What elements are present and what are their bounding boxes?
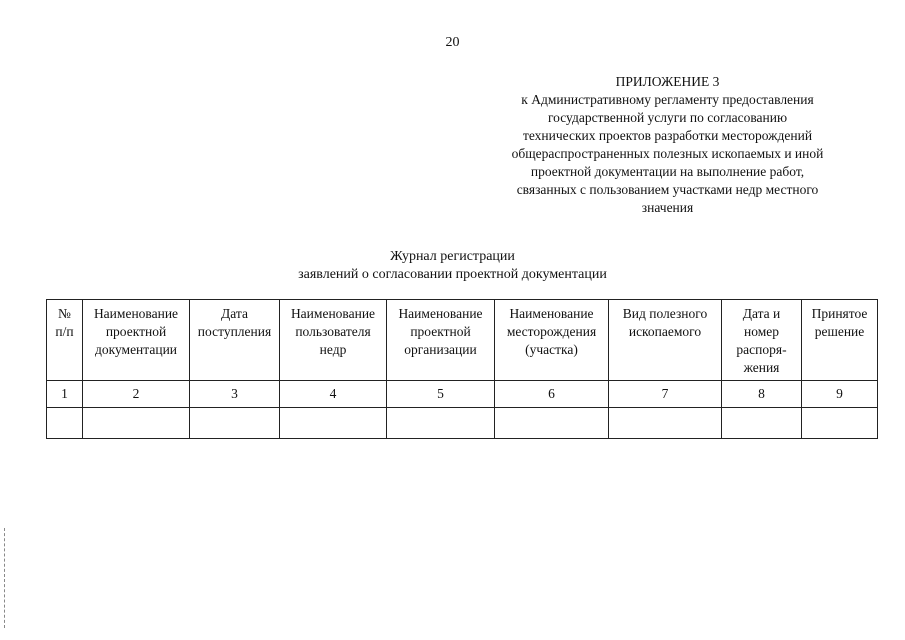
column-number-cell: 3: [190, 381, 280, 408]
appendix-title: ПРИЛОЖЕНИЕ 3: [615, 74, 720, 89]
table-row-column-numbers: [47, 381, 878, 408]
column-number-cell: 9: [802, 381, 878, 408]
empty-cell: [802, 408, 878, 439]
header-cell-receipt-date: Дата поступления: [190, 300, 280, 381]
empty-cell: [722, 408, 802, 439]
column-number-cell: 5: [387, 381, 495, 408]
column-number-cell: 1: [47, 381, 83, 408]
column-number-cell: 8: [722, 381, 802, 408]
registration-journal-table: [46, 299, 878, 439]
column-number-cell: 7: [609, 381, 722, 408]
table-row-empty: [47, 408, 878, 439]
header-cell-document-name: Наименование проектной документации: [83, 300, 190, 381]
appendix-header: [470, 73, 865, 217]
appendix-line: связанных с пользованием участками недр местного: [516, 182, 819, 197]
table-header-row: [47, 300, 878, 381]
column-number-cell: 4: [280, 381, 387, 408]
header-cell-deposit-name: Наименование месторождения (участка): [495, 300, 609, 381]
empty-cell: [495, 408, 609, 439]
appendix-line: к Административному регламенту предоставления: [521, 92, 814, 107]
journal-title: [0, 248, 905, 284]
appendix-line: проектной документации на выполнение работ,: [530, 164, 805, 179]
header-cell-project-organization: Наименование проектной организации: [387, 300, 495, 381]
journal-title-line: Журнал регистрации: [390, 249, 515, 264]
empty-cell: [47, 408, 83, 439]
appendix-line: технических проектов разработки месторождений: [522, 128, 813, 143]
empty-cell: [609, 408, 722, 439]
empty-cell: [83, 408, 190, 439]
empty-cell: [280, 408, 387, 439]
appendix-line: государственной услуги по согласованию: [547, 110, 788, 125]
appendix-line: общераспространенных полезных ископаемых и иной: [511, 146, 824, 161]
header-cell-decision: Принятое решение: [802, 300, 878, 381]
journal-title-line: заявлений о согласовании проектной документации: [298, 267, 607, 282]
column-number-cell: 2: [83, 381, 190, 408]
column-number-cell: 6: [495, 381, 609, 408]
header-cell-number: № п/п: [47, 300, 83, 381]
appendix-line: значения: [641, 200, 694, 215]
empty-cell: [387, 408, 495, 439]
header-cell-mineral-type: Вид полезного ископаемого: [609, 300, 722, 381]
header-cell-order-date-number: Дата и номер распоря- жения: [722, 300, 802, 381]
page-number: 20: [445, 35, 460, 50]
empty-cell: [190, 408, 280, 439]
header-cell-subsoil-user: Наименование пользователя недр: [280, 300, 387, 381]
scan-margin-mark: [4, 528, 6, 628]
